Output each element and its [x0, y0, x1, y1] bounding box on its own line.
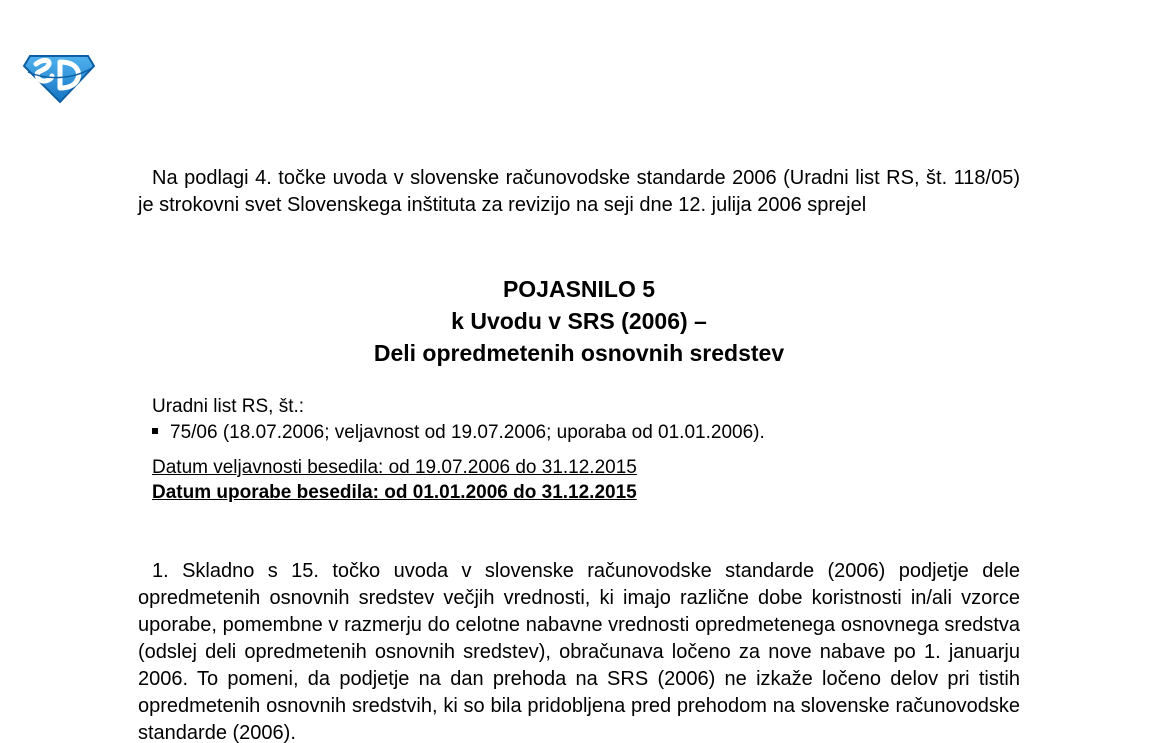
application-date: Datum uporabe besedila: od 01.01.2006 do 31.12.2015 [152, 482, 637, 503]
paragraph-1: 1. Skladno s 15. točko uvoda v slovenske računovodske standarde (2006) podjetje dele opredmetenih osnovnih sredstev večjih vrednosti, ki imajo različne dobe koristnosti in/ali vzorce uporabe, pomembne v razmerju do celotne nabavne vrednosti opredmetenega osnovnega sredstva (odslej deli opredmetenih osnovnih sredstev), obračunava ločeno za nove nabave po 1. januarju 2006. To pomeni, da podjetje na dan prehoda na SRS (2006) ne izkaže ločeno delov pri tistih opredmetenih osnovnih sredstvih, ki so bila pridobljena pred prehodom na slovenske računovodske standarde (2006). [138, 560, 1020, 743]
gazette-item-text: 75/06 (18.07.2006; veljavnost od 19.07.2006; uporaba od 01.01.2006). [170, 422, 765, 443]
dates-block [152, 455, 637, 505]
bullet-icon [152, 428, 158, 434]
gazette-list-item [152, 420, 765, 446]
validity-date: Datum veljavnosti besedila: od 19.07.2006 do 31.12.2015 [152, 457, 637, 478]
heading-topic: Deli opredmetenih osnovnih sredstev [373, 340, 785, 366]
heading-subtitle: k Uvodu v SRS (2006) – [451, 308, 707, 334]
document-heading [138, 273, 1020, 369]
heading-title: POJASNILO 5 [502, 276, 656, 302]
official-gazette-block [152, 394, 765, 446]
gazette-label: Uradni list RS, št.: [152, 396, 305, 417]
sd-logo-icon [22, 50, 96, 104]
intro-paragraph: Na podlagi 4. točke uvoda v slovenske računovodske standarde 2006 (Uradni list RS, št. 118/05) je strokovni svet Slovenskega inštituta za revizijo na seji dne 12. julija 2006 sprejel [138, 167, 1020, 216]
